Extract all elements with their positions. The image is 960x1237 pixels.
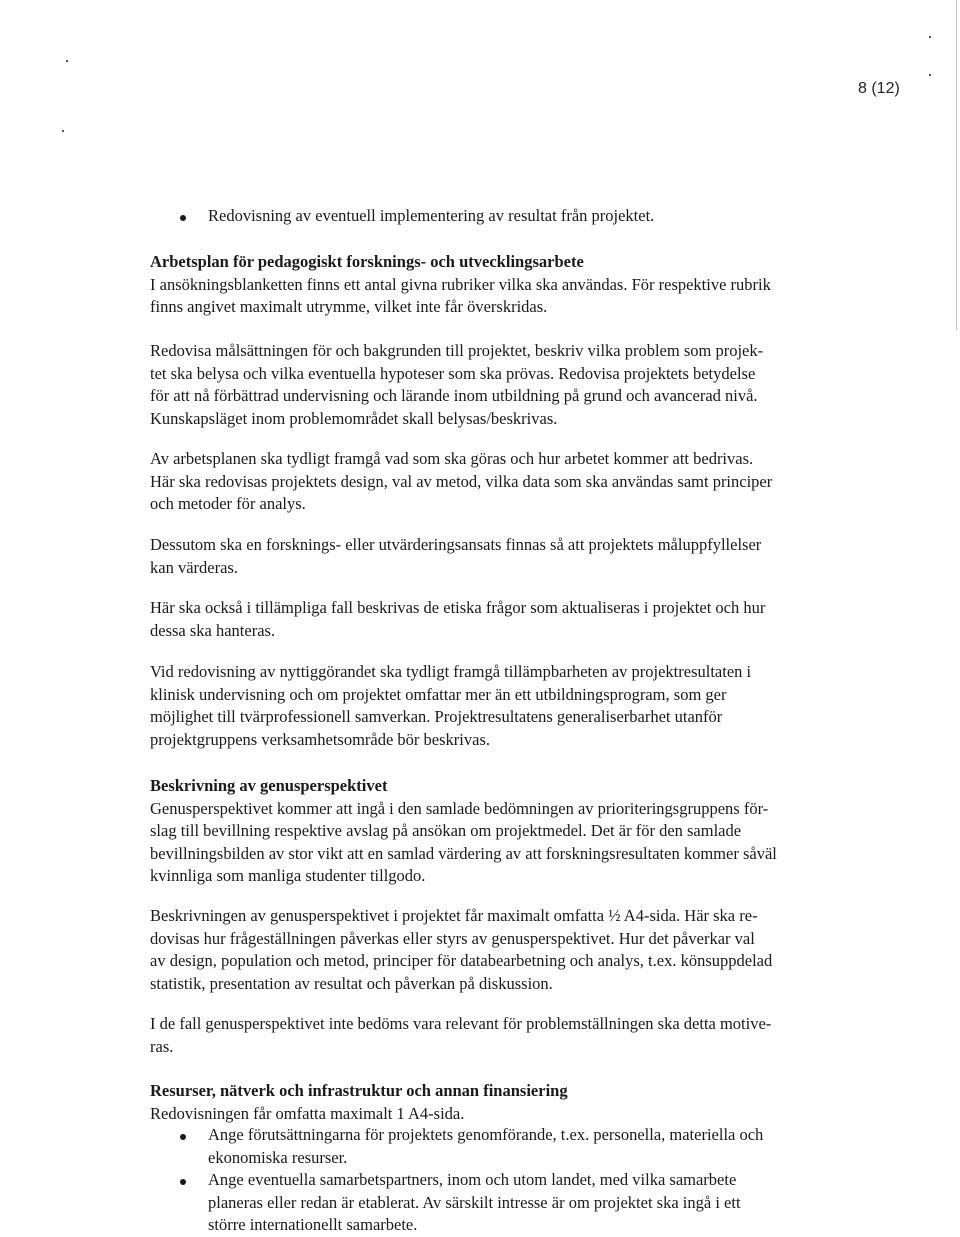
arbetsplan-paragraph-3 xyxy=(150,534,850,579)
scan-mark xyxy=(929,74,931,76)
arbetsplan-heading-block xyxy=(150,251,850,319)
bullet-text xyxy=(208,1169,840,1237)
bullet-icon xyxy=(180,1179,186,1185)
section-heading: Resurser, nätverk och infrastruktur och annan finansiering xyxy=(150,1081,568,1100)
text-line: slag till bevillning respektive avslag på ansökan om projektmedel. Det är för den samlade xyxy=(150,821,742,840)
text-line: dessa ska hanteras. xyxy=(150,620,276,640)
bullet-implementering xyxy=(180,205,840,228)
text-line: ras. xyxy=(150,1036,174,1056)
text-line: dovisas hur frågeställningen påverkas eller styrs av genusperspektivet. Hur det påverkar val xyxy=(150,928,755,948)
page-number: 8 (12) xyxy=(858,80,900,97)
text-line: kvinnliga som manliga studenter tillgodo. xyxy=(150,866,426,885)
arbetsplan-paragraph-5 xyxy=(150,661,850,751)
bullet-icon xyxy=(180,1134,186,1140)
text-line: och metoder för analys. xyxy=(150,494,306,513)
arbetsplan-paragraph-4 xyxy=(150,597,850,642)
text-line: statistik, presentation av resultat och påverkan på diskussion. xyxy=(150,973,553,993)
text-line: av design, population och metod, principer för databearbetning och analys, t.ex. könsuppdelad xyxy=(150,951,773,970)
resurser-section xyxy=(150,1080,850,1125)
text-line: kan värderas. xyxy=(150,557,238,577)
text-line: för att nå förbättrad undervisning och lärande inom utbildning på grund och avancerad nivå. xyxy=(150,386,758,405)
bullet-icon xyxy=(180,215,186,221)
bullet-forutsattningar xyxy=(180,1124,840,1169)
text-line: I ansökningsblanketten finns ett antal givna rubriker vilka ska användas. För respektive rubrik xyxy=(150,274,771,294)
text-line: Vid redovisning av nyttiggörandet ska tydligt framgå tillämpbarheten av projektresultaten i xyxy=(150,662,752,681)
text-line: Redovisa målsättningen för och bakgrunden till projektet, beskriv vilka problem som projek- xyxy=(150,341,764,360)
arbetsplan-paragraph-2 xyxy=(150,448,850,516)
genus-section xyxy=(150,775,850,888)
section-heading: Beskrivning av genusperspektivet xyxy=(150,776,388,795)
text-line: I de fall genusperspektivet inte bedöms vara relevant för problemställningen ska detta motive- xyxy=(150,1014,772,1033)
scan-mark xyxy=(62,130,64,132)
text-line: Redovisningen får omfatta maximalt 1 A4-sida. xyxy=(150,1103,465,1123)
text-line: möjlighet till tvärprofessionell samverkan. Projektresultatens generaliserbarhet utanför xyxy=(150,707,723,726)
text-line: Dessutom ska en forsknings- eller utvärderingsansats finnas så att projektets måluppfyllelser xyxy=(150,535,762,554)
arbetsplan-paragraph-1 xyxy=(150,340,850,430)
section-heading: Arbetsplan för pedagogiskt forsknings- och utvecklingsarbete xyxy=(150,252,584,271)
text-line: klinisk undervisning och om projektet omfattar mer än ett utbildningsprogram, som ger xyxy=(150,684,727,704)
text-line: ekonomiska resurser. xyxy=(208,1147,348,1167)
genus-paragraph-2 xyxy=(150,905,850,995)
bullet-text: Redovisning av eventuell implementering av resultat från projektet. xyxy=(208,206,655,225)
bullet-text xyxy=(208,1124,840,1169)
text-line: projektgruppens verksamhetsområde bör beskrivas. xyxy=(150,729,490,749)
text-line: Genusperspektivet kommer att ingå i den samlade bedömningen av prioriteringsgruppens för- xyxy=(150,798,769,818)
text-line: Ange förutsättningarna för projektets genomförande, t.ex. personella, materiella och xyxy=(208,1125,764,1144)
text-line: Här ska också i tillämpliga fall beskrivas de etiska frågor som aktualiseras i projektet och hur xyxy=(150,598,766,617)
text-line: bevillningsbilden av stor vikt att en samlad värdering av att forskningsresultaten kommer såväl xyxy=(150,843,777,863)
scan-edge-line xyxy=(956,0,957,330)
text-line: Av arbetsplanen ska tydligt framgå vad som ska göras och hur arbetet kommer att bedrivas. xyxy=(150,449,754,468)
text-line: större internationellt samarbete. xyxy=(208,1215,418,1234)
bullet-samarbetspartners xyxy=(180,1169,840,1237)
text-line: finns angivet maximalt utrymme, vilket inte får överskridas. xyxy=(150,297,548,316)
scan-mark xyxy=(929,36,931,38)
text-line: Beskrivningen av genusperspektivet i projektet får maximalt omfatta ½ A4-sida. Här ska re- xyxy=(150,906,758,925)
text-line: Ange eventuella samarbetspartners, inom och utom landet, med vilka samarbete xyxy=(208,1170,737,1189)
genus-paragraph-3 xyxy=(150,1013,850,1058)
text-line: Kunskapsläget inom problemområdet skall belysas/beskrivas. xyxy=(150,408,558,428)
text-line: planeras eller redan är etablerat. Av särskilt intresse är om projektet ska ingå i ett xyxy=(208,1192,741,1212)
scan-mark xyxy=(66,60,68,62)
text-line: tet ska belysa och vilka eventuella hypoteser som ska prövas. Redovisa projektets betydelse xyxy=(150,363,756,383)
text-line: Här ska redovisas projektets design, val av metod, vilka data som ska användas samt principer xyxy=(150,471,773,491)
